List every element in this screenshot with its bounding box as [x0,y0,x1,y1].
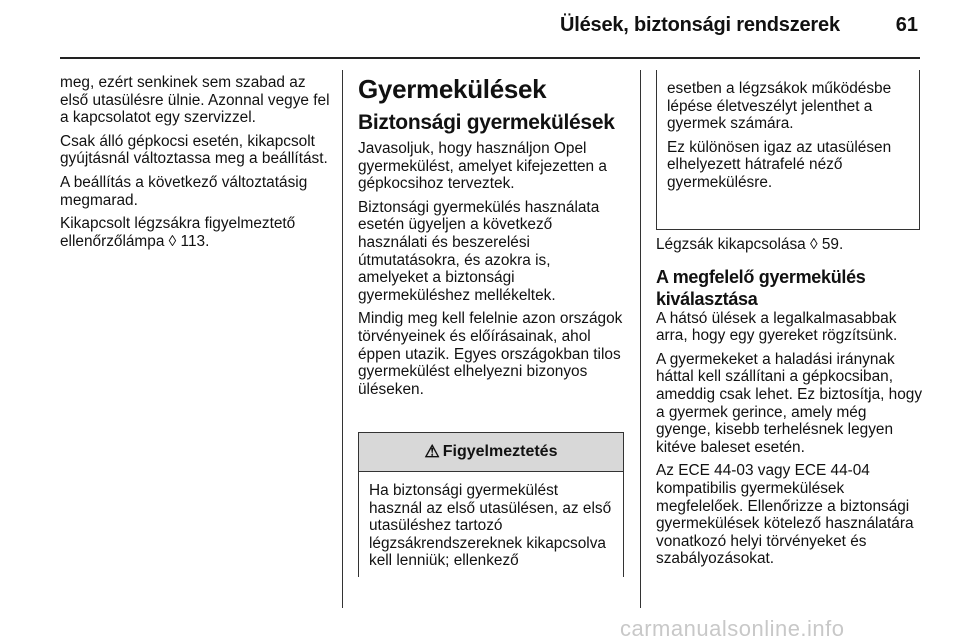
warning-box-continued [656,70,920,230]
column-divider-left [342,70,343,608]
paragraph: Javasoljuk, hogy használjon Opel gyermekülést, amelyet kifejezetten a gépkocsihoz terveztek. [358,140,607,193]
paragraph: Csak álló gépkocsi esetén, kikapcsolt gyújtásnál változtassa meg a beállítást. [60,132,328,168]
column-right [656,236,924,574]
paragraph-cross-reference: Kikapcsolt légzsákra figyelmeztető ellenőrzőlámpa ◊ 113. [60,215,296,250]
paragraph-cross-reference: Légzsák kikapcsolása ◊ 59. [656,236,844,253]
watermark: carmanualsonline.info [620,616,845,641]
header-divider [60,57,920,59]
warning-paragraph: esetben a légzsákok működésbe lépése életveszélyt jelenthet a gyermek számára. [667,80,892,133]
column-left [60,74,330,256]
section-subheading: A megfelelő gyermekülés kiválasztása [656,266,866,309]
paragraph: A hátsó ülések a legalkalmasabbak arra, hogy egy gyereket rögzítsünk. [656,309,898,345]
column-divider-right [640,70,641,608]
warning-paragraph: Ez különösen igaz az utasülésen elhelyezett hátrafelé néző gyermekülésre. [667,138,892,191]
warning-title: Figyelmeztetés [442,443,558,460]
paragraph: meg, ezért senkinek sem szabad az első utasülésre ülnie. Azonnal vegye fel a kapcsolatot egy szervizzel. [60,74,330,127]
section-subheading: Biztonsági gyermekülések [358,111,615,134]
paragraph: Biztonsági gyermekülés használata esetén ügyeljen a következő használati és beszerelési útmutatásokra, és azokra is, amelyeket a biztonsági gyermeküléshez mellékeltek. [358,198,600,304]
warning-triangle-icon: ⚠ [424,442,440,461]
paragraph: A beállítás a következő változtatásig megmarad. [60,173,308,209]
paragraph: Mindig meg kell felelnie azon országok törvényeinek és előírásainak, ahol éppen utazik. Egyes országokban tilos gyermekülést elhelyezni bizonyos üléseken. [358,310,623,398]
paragraph: A gyermekeket a haladási iránynak háttal kell szállítani a gépkocsiban, ameddig csak lehet. Ez biztosítja, hogy a gyermek gerince, amely még gyenge, kisebb terhelésnek legyen kitéve baleset esetén. [656,350,923,456]
column-middle [358,74,624,404]
paragraph: Az ECE 44-03 vagy ECE 44-04 kompatibilis gyermekülések megfelelőek. Ellenőrizze a biztonsági gyermekülések kötelező használatára vonatkozó helyi törvényeket és szabályozásokat. [656,462,914,568]
page-number: 61 [895,14,918,36]
warning-box [358,432,624,577]
section-heading: Gyermekülések [358,74,547,104]
warning-body: Ha biztonsági gyermekülést használ az első utasülésen, az első utasüléshez tartozó légzsákrendszereknek kikapcsolva kell lenniük; ellenkező [369,482,612,570]
page-header-title: Ülések, biztonsági rendszerek [560,14,840,36]
warning-header [359,433,623,472]
